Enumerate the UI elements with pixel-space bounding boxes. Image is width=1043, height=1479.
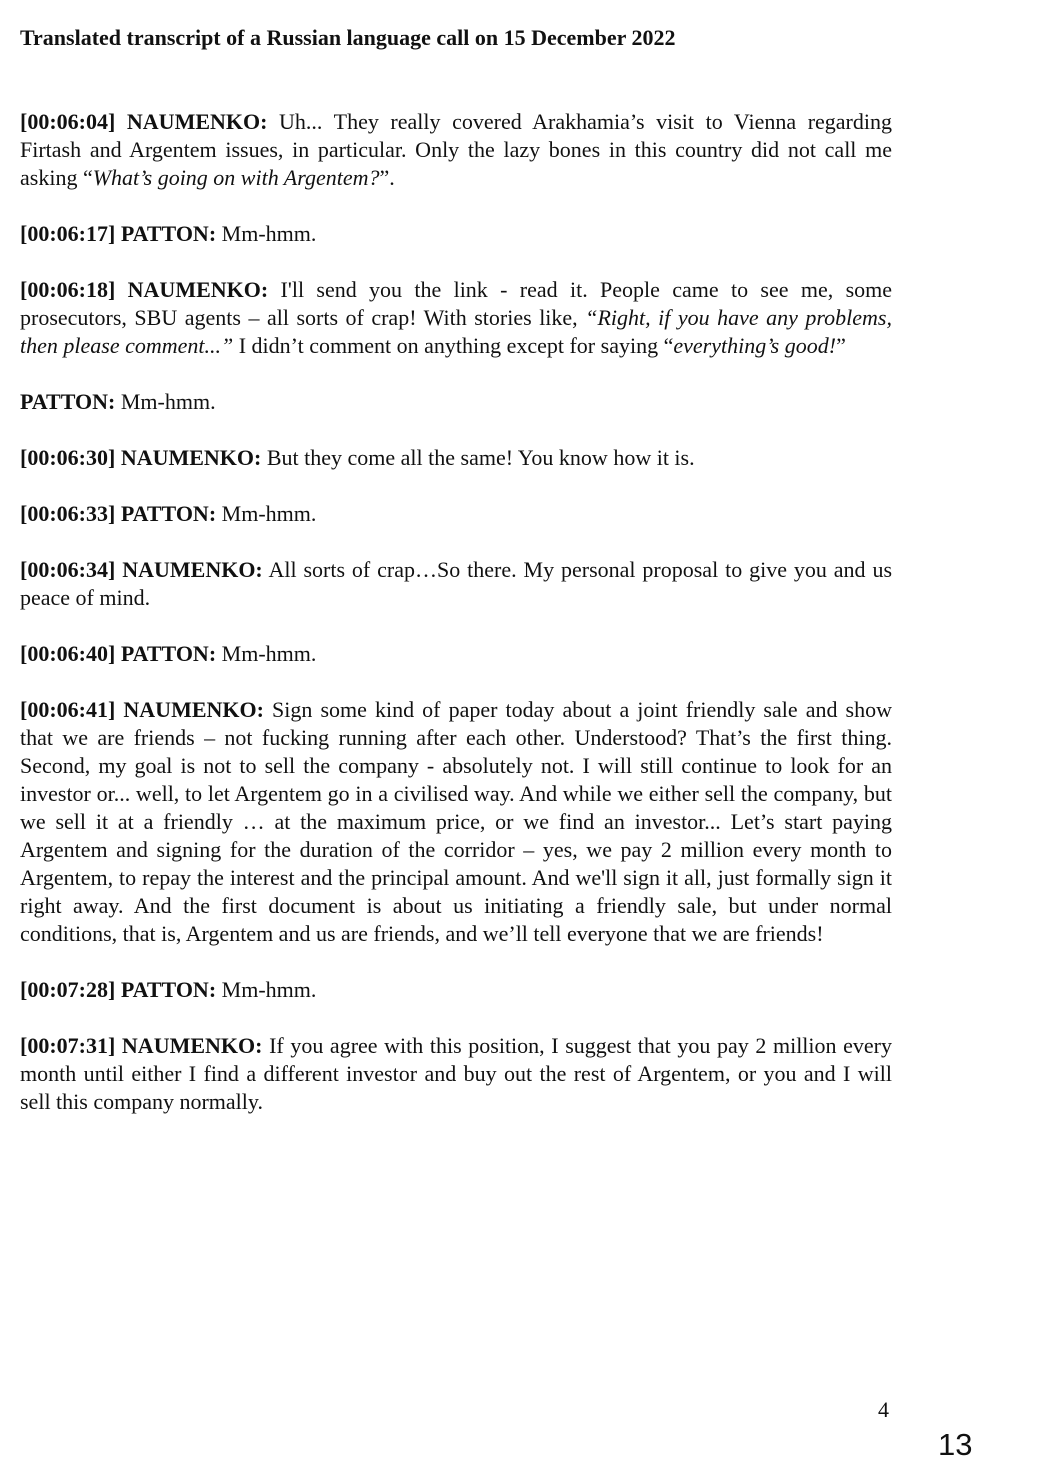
speaker-name: NAUMENKO:: [127, 277, 269, 302]
speaker-name: NAUMENKO:: [121, 1033, 263, 1058]
transcript-entry: [20, 388, 892, 416]
transcript-entry: [20, 444, 892, 472]
transcript-entry: [20, 276, 892, 360]
utterance-text: I didn’t comment on anything except for saying “: [233, 333, 674, 358]
utterance-text: Uh... They really covered Arakhamia’s visit to Vienna regarding Firtash and Argentem issues, in particular. Only the lazy bones in this country did not call me asking “: [20, 109, 892, 190]
speaker-name: PATTON:: [120, 977, 217, 1002]
transcript-entry: [20, 976, 892, 1004]
speaker-name: NAUMENKO:: [120, 445, 262, 470]
timestamp: [00:06:33]: [20, 501, 116, 526]
transcript-entry: [20, 696, 892, 948]
document-page: [20, 24, 892, 1144]
speaker-name: PATTON:: [120, 501, 217, 526]
timestamp: [00:06:41]: [20, 697, 116, 722]
utterance-text: But they come all the same! You know how it is.: [261, 445, 695, 470]
speaker-name: NAUMENKO:: [122, 557, 263, 582]
timestamp: [00:06:04]: [20, 109, 116, 134]
timestamp: [00:07:31]: [20, 1033, 116, 1058]
timestamp: [00:06:17]: [20, 221, 116, 246]
quoted-text: everything’s good!: [673, 333, 837, 358]
timestamp: [00:07:28]: [20, 977, 116, 1002]
utterance-text: All sorts of crap…So there. My personal proposal to give you and us peace of mind.: [20, 557, 893, 610]
quoted-text: “Right, if you have any problems, then please comment...”: [20, 305, 892, 358]
speaker-name: NAUMENKO:: [123, 697, 264, 722]
utterance-text: ”.: [379, 165, 395, 190]
transcript-entry: [20, 556, 892, 612]
utterance-text: If you agree with this position, I suggest that you pay 2 million every month until either I find a different investor and buy out the rest of Argentem, or you and I will sell this company normally.: [20, 1033, 892, 1114]
speaker-name: NAUMENKO:: [126, 109, 268, 134]
page-number: 4: [878, 1397, 889, 1422]
transcript-entry: [20, 500, 892, 528]
speaker-name: PATTON:: [120, 641, 217, 666]
speaker-name: PATTON:: [120, 221, 217, 246]
utterance-text: Mm-hmm.: [216, 221, 317, 246]
timestamp: [00:06:18]: [20, 277, 116, 302]
utterance-text: Mm-hmm.: [216, 977, 317, 1002]
transcript-entry: [20, 220, 892, 248]
utterance-text: Mm-hmm.: [115, 389, 216, 414]
transcript-entry: [20, 108, 892, 192]
timestamp: [00:06:34]: [20, 557, 116, 582]
transcript-entry: [20, 1032, 892, 1116]
exhibit-number: 13: [938, 1427, 973, 1462]
timestamp: [00:06:40]: [20, 641, 116, 666]
utterance-text: ”: [836, 333, 846, 358]
transcript-entry: [20, 640, 892, 668]
document-title: Translated transcript of a Russian language call on 15 December 2022: [20, 25, 676, 50]
utterance-text: Mm-hmm.: [216, 641, 317, 666]
utterance-text: Sign some kind of paper today about a joint friendly sale and show that we are friends – not fucking running after each other. Understood? That’s the first thing. Second, my goal is not to sell the company - absolutely not. I will still continue to look for an investor or... well, to let Argentem go in a civilised way. And while we either sell the company, but we sell it at a friendly … at the maximum price, or we find an investor... Let’s start paying Argentem and signing for the duration of the corridor – yes, we pay 2 million every month to Argentem, to repay the interest and the principal amount. And we'll sign it all, just formally sign it right away. And the first document is about us initiating a friendly sale, but under normal conditions, that is, Argentem and us are friends, and we’ll tell everyone that we are friends!: [20, 697, 893, 946]
utterance-text: Mm-hmm.: [216, 501, 317, 526]
quoted-text: What’s going on with Argentem?: [92, 165, 380, 190]
speaker-name: PATTON:: [20, 389, 116, 414]
timestamp: [00:06:30]: [20, 445, 116, 470]
utterance-text: I'll send you the link - read it. People came to see me, some prosecutors, SBU agents – all sorts of crap! With stories like,: [20, 277, 893, 330]
